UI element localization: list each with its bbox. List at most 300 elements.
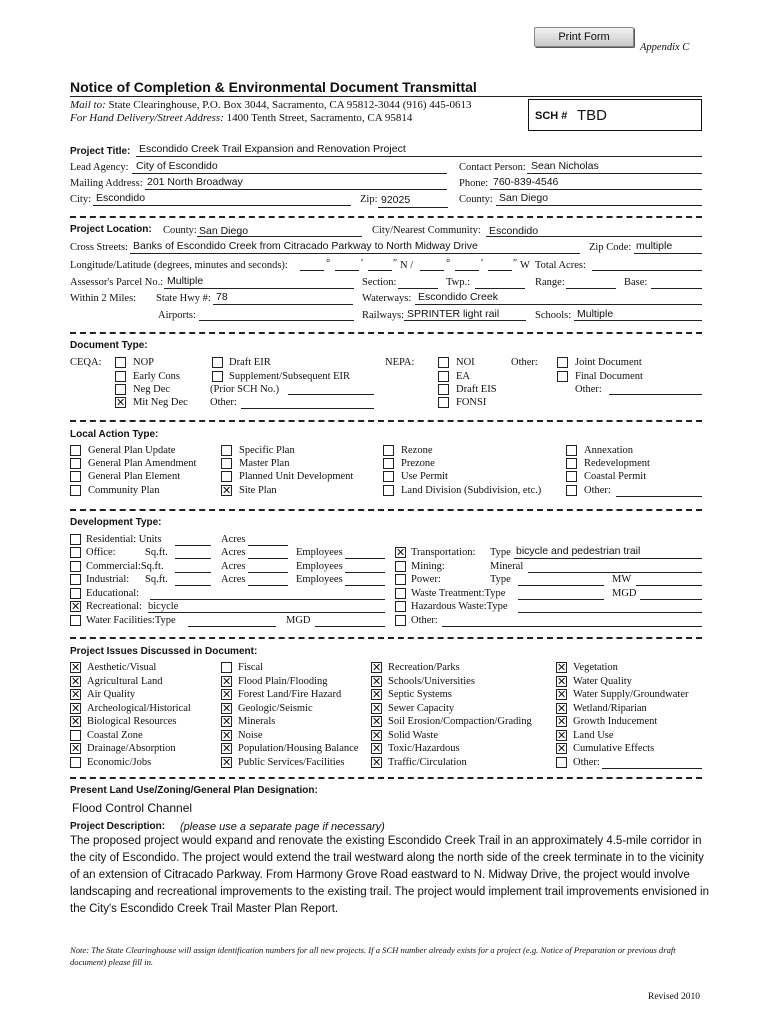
office-label: Office:: [86, 547, 116, 558]
location-county-line: [197, 236, 362, 237]
total-acres-field[interactable]: [592, 270, 702, 271]
water-facilities-checkbox[interactable]: [70, 615, 81, 626]
local-action-checkbox[interactable]: [383, 471, 394, 482]
contact-label: Contact Person:: [459, 162, 526, 173]
draft-eir-checkbox[interactable]: [212, 357, 223, 368]
min-mark: ′: [361, 258, 364, 269]
longitude-label: Longitude/Latitude (degrees, minutes and seconds):: [70, 260, 288, 271]
lat-min-field[interactable]: [455, 270, 479, 271]
location-county-label: County:: [163, 225, 197, 236]
mailing-line: [145, 189, 447, 190]
issue-label: Noise: [238, 729, 263, 741]
document-type-label: Document Type:: [70, 340, 148, 351]
issue-label: Toxic/Hazardous: [388, 743, 460, 754]
issue-label: Schools/Universities: [388, 675, 475, 687]
waste-treatment-label: Waste Treatment:Type: [411, 588, 506, 599]
mining-label: Mining:: [411, 561, 445, 572]
commercial-employees-label: Employees: [296, 561, 343, 572]
doc-other-field[interactable]: [241, 408, 374, 409]
industrial-employees-field[interactable]: [345, 585, 385, 586]
nearest-community-label: City/Nearest Community:: [372, 225, 481, 236]
issue-checkbox[interactable]: ✕: [222, 715, 232, 728]
location-label: Project Location:: [70, 224, 152, 235]
hazardous-waste-checkbox[interactable]: [395, 601, 406, 612]
water-mgd-field[interactable]: [315, 626, 385, 627]
issue-label: Solid Waste: [388, 729, 439, 741]
local-action-label: Land Division (Subdivision, etc.): [401, 485, 542, 496]
other-document-field[interactable]: [609, 394, 702, 395]
zip-label: Zip:: [360, 194, 378, 205]
issue-label: Population/Housing Balance: [238, 743, 359, 754]
early-cons-label: Early Cons: [133, 371, 180, 382]
local-action-label: Specific Plan: [239, 445, 295, 456]
ceqa-label: CEQA:: [70, 357, 102, 368]
sec-mark: ″: [393, 258, 398, 269]
educational-label: Educational:: [86, 588, 140, 599]
early-cons-checkbox[interactable]: [115, 371, 126, 382]
issue-label: Geologic/Seismic: [238, 702, 313, 714]
final-document-label: Final Document: [575, 371, 643, 382]
local-action-label: Annexation: [584, 445, 633, 456]
local-action-checkbox[interactable]: [383, 485, 394, 496]
industrial-sqft-field[interactable]: [175, 585, 211, 586]
project-description-label: Project Description:: [70, 821, 166, 832]
airports-label: Airports:: [158, 310, 196, 321]
issue-label: Septic Systems: [388, 689, 452, 700]
mining-checkbox[interactable]: [395, 561, 406, 572]
prior-sch-label: (Prior SCH No.): [210, 384, 280, 395]
neg-dec-label: Neg Dec: [133, 384, 171, 395]
ea-label: EA: [456, 371, 470, 382]
railways-line: [404, 320, 526, 321]
contact-value[interactable]: Sean Nicholas: [531, 160, 599, 172]
cross-streets-line: [130, 253, 580, 254]
zip-value[interactable]: 92025: [381, 194, 411, 206]
county-label: County:: [459, 194, 493, 205]
print-form-button[interactable]: Print Form: [534, 27, 634, 47]
waste-treatment-checkbox[interactable]: [395, 588, 406, 599]
waterways-line: [415, 304, 702, 305]
issue-label: Fiscal: [238, 662, 264, 673]
doc-other-label: Other:: [210, 397, 237, 408]
city-label: City:: [70, 194, 92, 205]
local-action-checkbox[interactable]: [383, 458, 394, 469]
nearest-community-value[interactable]: Escondido: [489, 225, 539, 237]
issue-checkbox[interactable]: ✕: [222, 728, 232, 742]
zip-code-label: Zip Code:: [589, 242, 632, 253]
section-field[interactable]: [398, 288, 438, 289]
within-2-miles-label: Within 2 Miles:: [70, 293, 137, 304]
project-title-value[interactable]: Escondido Creek Trail Expansion and Renovation Project: [139, 143, 406, 155]
schools-line: [574, 320, 702, 321]
fonsi-label: FONSI: [456, 397, 487, 408]
issue-label: Archeological/Historical: [87, 702, 191, 714]
land-use-label: Present Land Use/Zoning/General Plan Designation:: [70, 785, 318, 796]
mit-neg-dec-checkbox[interactable]: ✕: [116, 396, 126, 409]
issue-label: Minerals: [238, 716, 276, 727]
residential-checkbox[interactable]: [70, 534, 81, 545]
mailing-value[interactable]: 201 North Broadway: [147, 176, 243, 188]
residential-acres-field[interactable]: [248, 545, 288, 546]
development-type-label: Development Type:: [70, 517, 162, 528]
schools-value[interactable]: Multiple: [577, 308, 614, 320]
issue-label: Traffic/Circulation: [388, 756, 467, 768]
commercial-label: Commercial:Sq.ft.: [86, 561, 164, 572]
lead-agency-line: [132, 173, 447, 174]
local-action-label: Master Plan: [239, 458, 290, 469]
form-title: Notice of Completion & Environmental Document Transmittal: [70, 79, 477, 95]
transportation-type-label: Type: [490, 547, 511, 558]
industrial-acres-field[interactable]: [248, 585, 288, 586]
issue-checkbox[interactable]: ✕: [557, 688, 567, 701]
waste-mgd-field[interactable]: [640, 599, 702, 600]
mw-label: MW: [612, 574, 632, 585]
residential-units-field[interactable]: [175, 545, 211, 546]
zip-line: [378, 207, 448, 208]
nearest-community-line: [486, 236, 702, 237]
recreational-value[interactable]: bicycle: [148, 601, 179, 612]
lat-sec-field[interactable]: [488, 270, 512, 271]
apn-label: Assessor's Parcel No.:: [70, 277, 164, 288]
mail-to-line: Mail to: State Clearinghouse, P.O. Box 3044, Sacramento, CA 95812-3044 (916) 445-0613: [70, 99, 472, 111]
issue-label: Water Quality: [573, 675, 632, 687]
issue-label: Air Quality: [87, 689, 136, 700]
section-divider: [70, 637, 702, 639]
nepa-other-label: Other:: [511, 357, 538, 368]
issue-checkbox[interactable]: [70, 730, 81, 741]
local-action-label: Use Permit: [401, 471, 448, 482]
issue-label: Water Supply/Groundwater: [573, 689, 689, 700]
issue-label: Vegetation: [573, 662, 618, 673]
power-type-field[interactable]: [518, 585, 604, 586]
office-employees-label: Employees: [296, 547, 343, 558]
twp-field[interactable]: [475, 288, 525, 289]
commercial-acres-label: Acres: [221, 561, 246, 572]
issue-label: Drainage/Absorption: [87, 743, 176, 754]
long-min-field[interactable]: [335, 270, 359, 271]
railways-label: Railways:: [362, 310, 404, 321]
phone-line: [490, 189, 702, 190]
base-label: Base:: [624, 277, 648, 288]
issue-label: Sewer Capacity: [388, 702, 455, 714]
project-description-note: (please use a separate page if necessary): [180, 821, 385, 833]
power-checkbox[interactable]: [395, 574, 406, 585]
transportation-type-line: [514, 558, 702, 559]
issue-checkbox[interactable]: ✕: [372, 728, 382, 742]
issue-checkbox[interactable]: ✕: [372, 661, 382, 674]
schools-label: Schools:: [535, 310, 572, 321]
zip-code-value[interactable]: multiple: [636, 240, 673, 252]
commercial-employees-field[interactable]: [345, 572, 385, 573]
appendix-label: Appendix C: [640, 42, 690, 53]
issue-label: Agricultural Land: [87, 675, 163, 687]
issue-checkbox[interactable]: ✕: [372, 688, 382, 701]
other-document-label: Other:: [575, 384, 602, 395]
phone-label: Phone:: [459, 178, 489, 189]
footer-note: Note: The State Clearinghouse will assign identification numbers for all new projects. If a SCH number already exists for a project (e.g. Notice of Preparation or previous draft document) please fill in.: [70, 945, 676, 967]
city-value[interactable]: Escondido: [96, 192, 146, 204]
issue-label: Cumulative Effects: [573, 743, 655, 754]
local-action-checkbox[interactable]: [221, 458, 232, 469]
local-action-label: General Plan Element: [88, 471, 181, 482]
deg-mark-2: °: [446, 258, 451, 269]
issue-label: Economic/Jobs: [87, 756, 152, 768]
issue-checkbox[interactable]: ✕: [71, 688, 81, 701]
mailing-label: Mailing Address:: [70, 178, 143, 189]
joint-document-label: Joint Document: [575, 357, 642, 368]
phone-value[interactable]: 760-839-4546: [493, 176, 559, 188]
deg-mark: °: [326, 258, 331, 269]
dev-other-checkbox[interactable]: [395, 615, 406, 626]
state-hwy-value[interactable]: 78: [216, 291, 228, 303]
waterways-label: Waterways:: [362, 293, 412, 304]
local-action-checkbox[interactable]: [383, 445, 394, 456]
industrial-checkbox[interactable]: [70, 574, 81, 585]
residential-acres-label: Acres: [221, 534, 246, 545]
water-facilities-label: Water Facilities:Type: [86, 615, 176, 626]
total-acres-label: Total Acres:: [535, 260, 586, 271]
water-type-field[interactable]: [188, 626, 276, 627]
issue-label: Aesthetic/Visual: [87, 662, 157, 673]
project-title-label: Project Title:: [70, 146, 131, 157]
local-action-checkbox[interactable]: [70, 485, 81, 496]
local-action-checkbox[interactable]: [566, 445, 577, 456]
hazardous-type-field[interactable]: [518, 612, 702, 613]
issue-checkbox[interactable]: ✕: [71, 701, 81, 715]
local-action-label: Redevelopment: [584, 458, 650, 469]
local-action-label: General Plan Amendment: [88, 458, 197, 469]
apn-value[interactable]: Multiple: [167, 275, 204, 287]
water-mgd-label: MGD: [286, 615, 311, 626]
educational-field[interactable]: [150, 599, 385, 600]
long-sec-field[interactable]: [368, 270, 392, 271]
local-action-checkbox[interactable]: [566, 471, 577, 482]
issue-checkbox[interactable]: ✕: [71, 674, 81, 688]
issue-checkbox[interactable]: [70, 757, 81, 768]
local-action-checkbox[interactable]: [70, 471, 81, 482]
waste-type-field[interactable]: [518, 599, 604, 600]
supplement-eir-checkbox[interactable]: [212, 371, 223, 382]
transportation-label: Transportation:: [411, 547, 476, 558]
local-action-checkbox[interactable]: [221, 471, 232, 482]
apn-line: [164, 288, 354, 289]
lat-deg-field[interactable]: [420, 270, 444, 271]
cross-streets-label: Cross Streets:: [70, 242, 129, 253]
local-action-checkbox[interactable]: [221, 445, 232, 456]
county-line: [496, 205, 702, 206]
issue-checkbox[interactable]: ✕: [372, 742, 382, 755]
recreational-checkbox[interactable]: ✕: [71, 600, 81, 613]
draft-eir-label: Draft EIR: [229, 357, 271, 368]
draft-eis-checkbox[interactable]: [438, 384, 449, 395]
section-label: Section:: [362, 277, 397, 288]
issue-checkbox[interactable]: ✕: [71, 661, 81, 674]
final-document-checkbox[interactable]: [557, 371, 568, 382]
local-action-checkbox[interactable]: [70, 445, 81, 456]
office-checkbox[interactable]: [70, 547, 81, 558]
noi-label: NOI: [456, 357, 475, 368]
draft-eis-label: Draft EIS: [456, 384, 497, 395]
local-action-checkbox[interactable]: [566, 458, 577, 469]
prior-sch-field[interactable]: [288, 394, 374, 395]
issue-checkbox[interactable]: ✕: [71, 715, 81, 728]
fonsi-checkbox[interactable]: [438, 397, 449, 408]
location-county-value[interactable]: San Diego: [199, 225, 249, 237]
sch-value[interactable]: TBD: [577, 107, 607, 124]
recreational-label: Recreational:: [86, 601, 142, 612]
residential-label: Residential: Units: [86, 534, 162, 545]
hazardous-waste-label: Hazardous Waste:Type: [411, 601, 508, 612]
dev-other-field[interactable]: [442, 626, 702, 627]
issue-label: Public Services/Facilities: [238, 756, 345, 768]
issue-checkbox[interactable]: ✕: [557, 715, 567, 728]
industrial-employees-label: Employees: [296, 574, 343, 585]
lead-agency-value[interactable]: City of Escondido: [136, 160, 218, 172]
waterways-value[interactable]: Escondido Creek: [418, 291, 498, 303]
issue-checkbox[interactable]: ✕: [71, 742, 81, 755]
dev-other-label: Other:: [411, 615, 438, 626]
office-employees-field[interactable]: [345, 558, 385, 559]
supplement-eir-label: Supplement/Subsequent EIR: [229, 371, 351, 382]
industrial-acres-label: Acres: [221, 574, 246, 585]
issue-checkbox[interactable]: [556, 757, 567, 768]
mit-neg-dec-label: Mit Neg Dec: [133, 397, 188, 408]
long-deg-field[interactable]: [300, 270, 324, 271]
office-sqft-label: Sq.ft.: [145, 547, 168, 558]
section-divider: [70, 509, 702, 511]
cross-streets-value[interactable]: Banks of Escondido Creek from Citracado Parkway to North Midway Drive: [133, 240, 478, 252]
educational-checkbox[interactable]: [70, 588, 81, 599]
nop-checkbox[interactable]: [115, 357, 126, 368]
range-field[interactable]: [566, 288, 616, 289]
issue-checkbox[interactable]: ✕: [557, 728, 567, 742]
mineral-label: Mineral: [490, 561, 524, 572]
issue-checkbox[interactable]: ✕: [372, 755, 382, 769]
local-action-label: Rezone: [401, 445, 433, 456]
issue-checkbox[interactable]: ✕: [557, 661, 567, 674]
local-action-label: Other:: [584, 485, 611, 496]
range-label: Range:: [535, 277, 565, 288]
land-use-value[interactable]: Flood Control Channel: [72, 801, 193, 815]
issue-label: Soil Erosion/Compaction/Grading: [388, 716, 532, 727]
noi-checkbox[interactable]: [438, 357, 449, 368]
issue-checkbox[interactable]: ✕: [372, 674, 382, 688]
commercial-checkbox[interactable]: [70, 561, 81, 572]
commercial-acres-field[interactable]: [248, 572, 288, 573]
title-rule: [70, 96, 702, 97]
nop-label: NOP: [133, 357, 155, 368]
project-description-text[interactable]: The proposed project would expand and renovate the existing Escondido Creek Trail in an approximately 4.5-mile corridor in the city of Escondido. The project would extend the trail westward along the north side of the creek terminate in to the vicinity of an extension of Citracado Parkway. From Harmony Grove Road eastward to N. Midway Drive, the project would involve landscaping and recreational improvements to the existing trail. The project would implement trail improvements envisioned in the City's Escondido Creek Trail Master Plan Report.: [70, 835, 709, 915]
industrial-sqft-label: Sq.ft.: [145, 574, 168, 585]
issue-checkbox[interactable]: ✕: [222, 688, 232, 701]
issue-label: Growth Inducement: [573, 716, 658, 727]
section-divider: [70, 420, 702, 422]
ea-checkbox[interactable]: [438, 371, 449, 382]
local-action-label: Site Plan: [239, 485, 277, 496]
issue-checkbox[interactable]: ✕: [557, 674, 567, 688]
local-action-checkbox[interactable]: [566, 485, 577, 496]
issue-label: Flood Plain/Flooding: [238, 675, 328, 687]
issue-checkbox[interactable]: ✕: [222, 755, 232, 769]
city-line: [93, 205, 351, 206]
state-hwy-line: [213, 304, 353, 305]
issue-checkbox[interactable]: ✕: [557, 701, 567, 715]
issue-label: Land Use: [573, 729, 614, 741]
railways-value[interactable]: SPRINTER light rail: [407, 308, 500, 320]
sch-label: SCH #: [535, 110, 568, 122]
office-acres-label: Acres: [221, 547, 246, 558]
issue-checkbox[interactable]: ✕: [372, 701, 382, 715]
county-value[interactable]: San Diego: [499, 192, 549, 204]
recreational-line: [148, 612, 385, 613]
industrial-label: Industrial:: [86, 574, 130, 585]
section-divider: [70, 777, 702, 779]
issue-other-field[interactable]: [602, 768, 702, 769]
commercial-sqft-field[interactable]: [175, 572, 211, 573]
mw-field[interactable]: [636, 585, 702, 586]
contact-line: [527, 173, 702, 174]
section-divider: [70, 332, 702, 334]
power-label: Power:: [411, 574, 441, 585]
joint-document-checkbox[interactable]: [557, 357, 568, 368]
west-label: W: [520, 260, 530, 271]
base-field[interactable]: [651, 288, 702, 289]
issue-label: Recreation/Parks: [388, 662, 460, 673]
power-type-label: Type: [490, 574, 511, 585]
local-action-label: General Plan Update: [88, 445, 176, 456]
issue-label: Coastal Zone: [87, 729, 143, 741]
local-action-other-field[interactable]: [616, 496, 702, 497]
issue-checkbox[interactable]: ✕: [222, 742, 232, 755]
local-action-label: Community Plan: [88, 485, 160, 496]
lead-agency-label: Lead Agency:: [70, 162, 129, 173]
local-action-label: Planned Unit Development: [239, 471, 354, 482]
min-mark-2: ′: [481, 258, 484, 269]
sec-mark-2: ″: [513, 258, 518, 269]
project-title-line: [136, 156, 702, 157]
office-acres-field[interactable]: [248, 558, 288, 559]
local-action-label: Coastal Permit: [584, 471, 647, 482]
issue-checkbox[interactable]: [221, 662, 232, 673]
issue-label: Other:: [573, 756, 600, 768]
local-action-checkbox[interactable]: [70, 458, 81, 469]
sch-number-box: [528, 99, 702, 131]
issue-checkbox[interactable]: ✕: [222, 701, 232, 715]
neg-dec-checkbox[interactable]: [115, 384, 126, 395]
transportation-checkbox[interactable]: ✕: [396, 546, 406, 559]
zip-code-line: [634, 253, 702, 254]
state-hwy-label: State Hwy #:: [156, 293, 211, 304]
north-label: N /: [400, 260, 414, 271]
twp-label: Twp.:: [446, 277, 471, 288]
transportation-type-value[interactable]: bicycle and pedestrian trail: [516, 545, 641, 557]
issue-checkbox[interactable]: ✕: [372, 715, 382, 728]
office-sqft-field[interactable]: [175, 558, 211, 559]
issue-label: Wetland/Riparian: [573, 702, 647, 714]
nepa-label: NEPA:: [385, 357, 415, 368]
airports-field[interactable]: [199, 320, 354, 321]
revised-label: Revised 2010: [648, 992, 700, 1002]
waste-mgd-label: MGD: [612, 588, 637, 599]
local-action-label: Prezone: [401, 458, 435, 469]
issue-checkbox[interactable]: ✕: [222, 674, 232, 688]
issue-checkbox[interactable]: ✕: [557, 742, 567, 755]
mineral-field[interactable]: [528, 572, 702, 573]
local-action-checkbox[interactable]: ✕: [222, 484, 232, 497]
hand-delivery-line: For Hand Delivery/Street Address: 1400 Tenth Street, Sacramento, CA 95814: [70, 112, 413, 124]
issue-label: Biological Resources: [87, 716, 177, 727]
issues-label: Project Issues Discussed in Document:: [70, 646, 258, 657]
